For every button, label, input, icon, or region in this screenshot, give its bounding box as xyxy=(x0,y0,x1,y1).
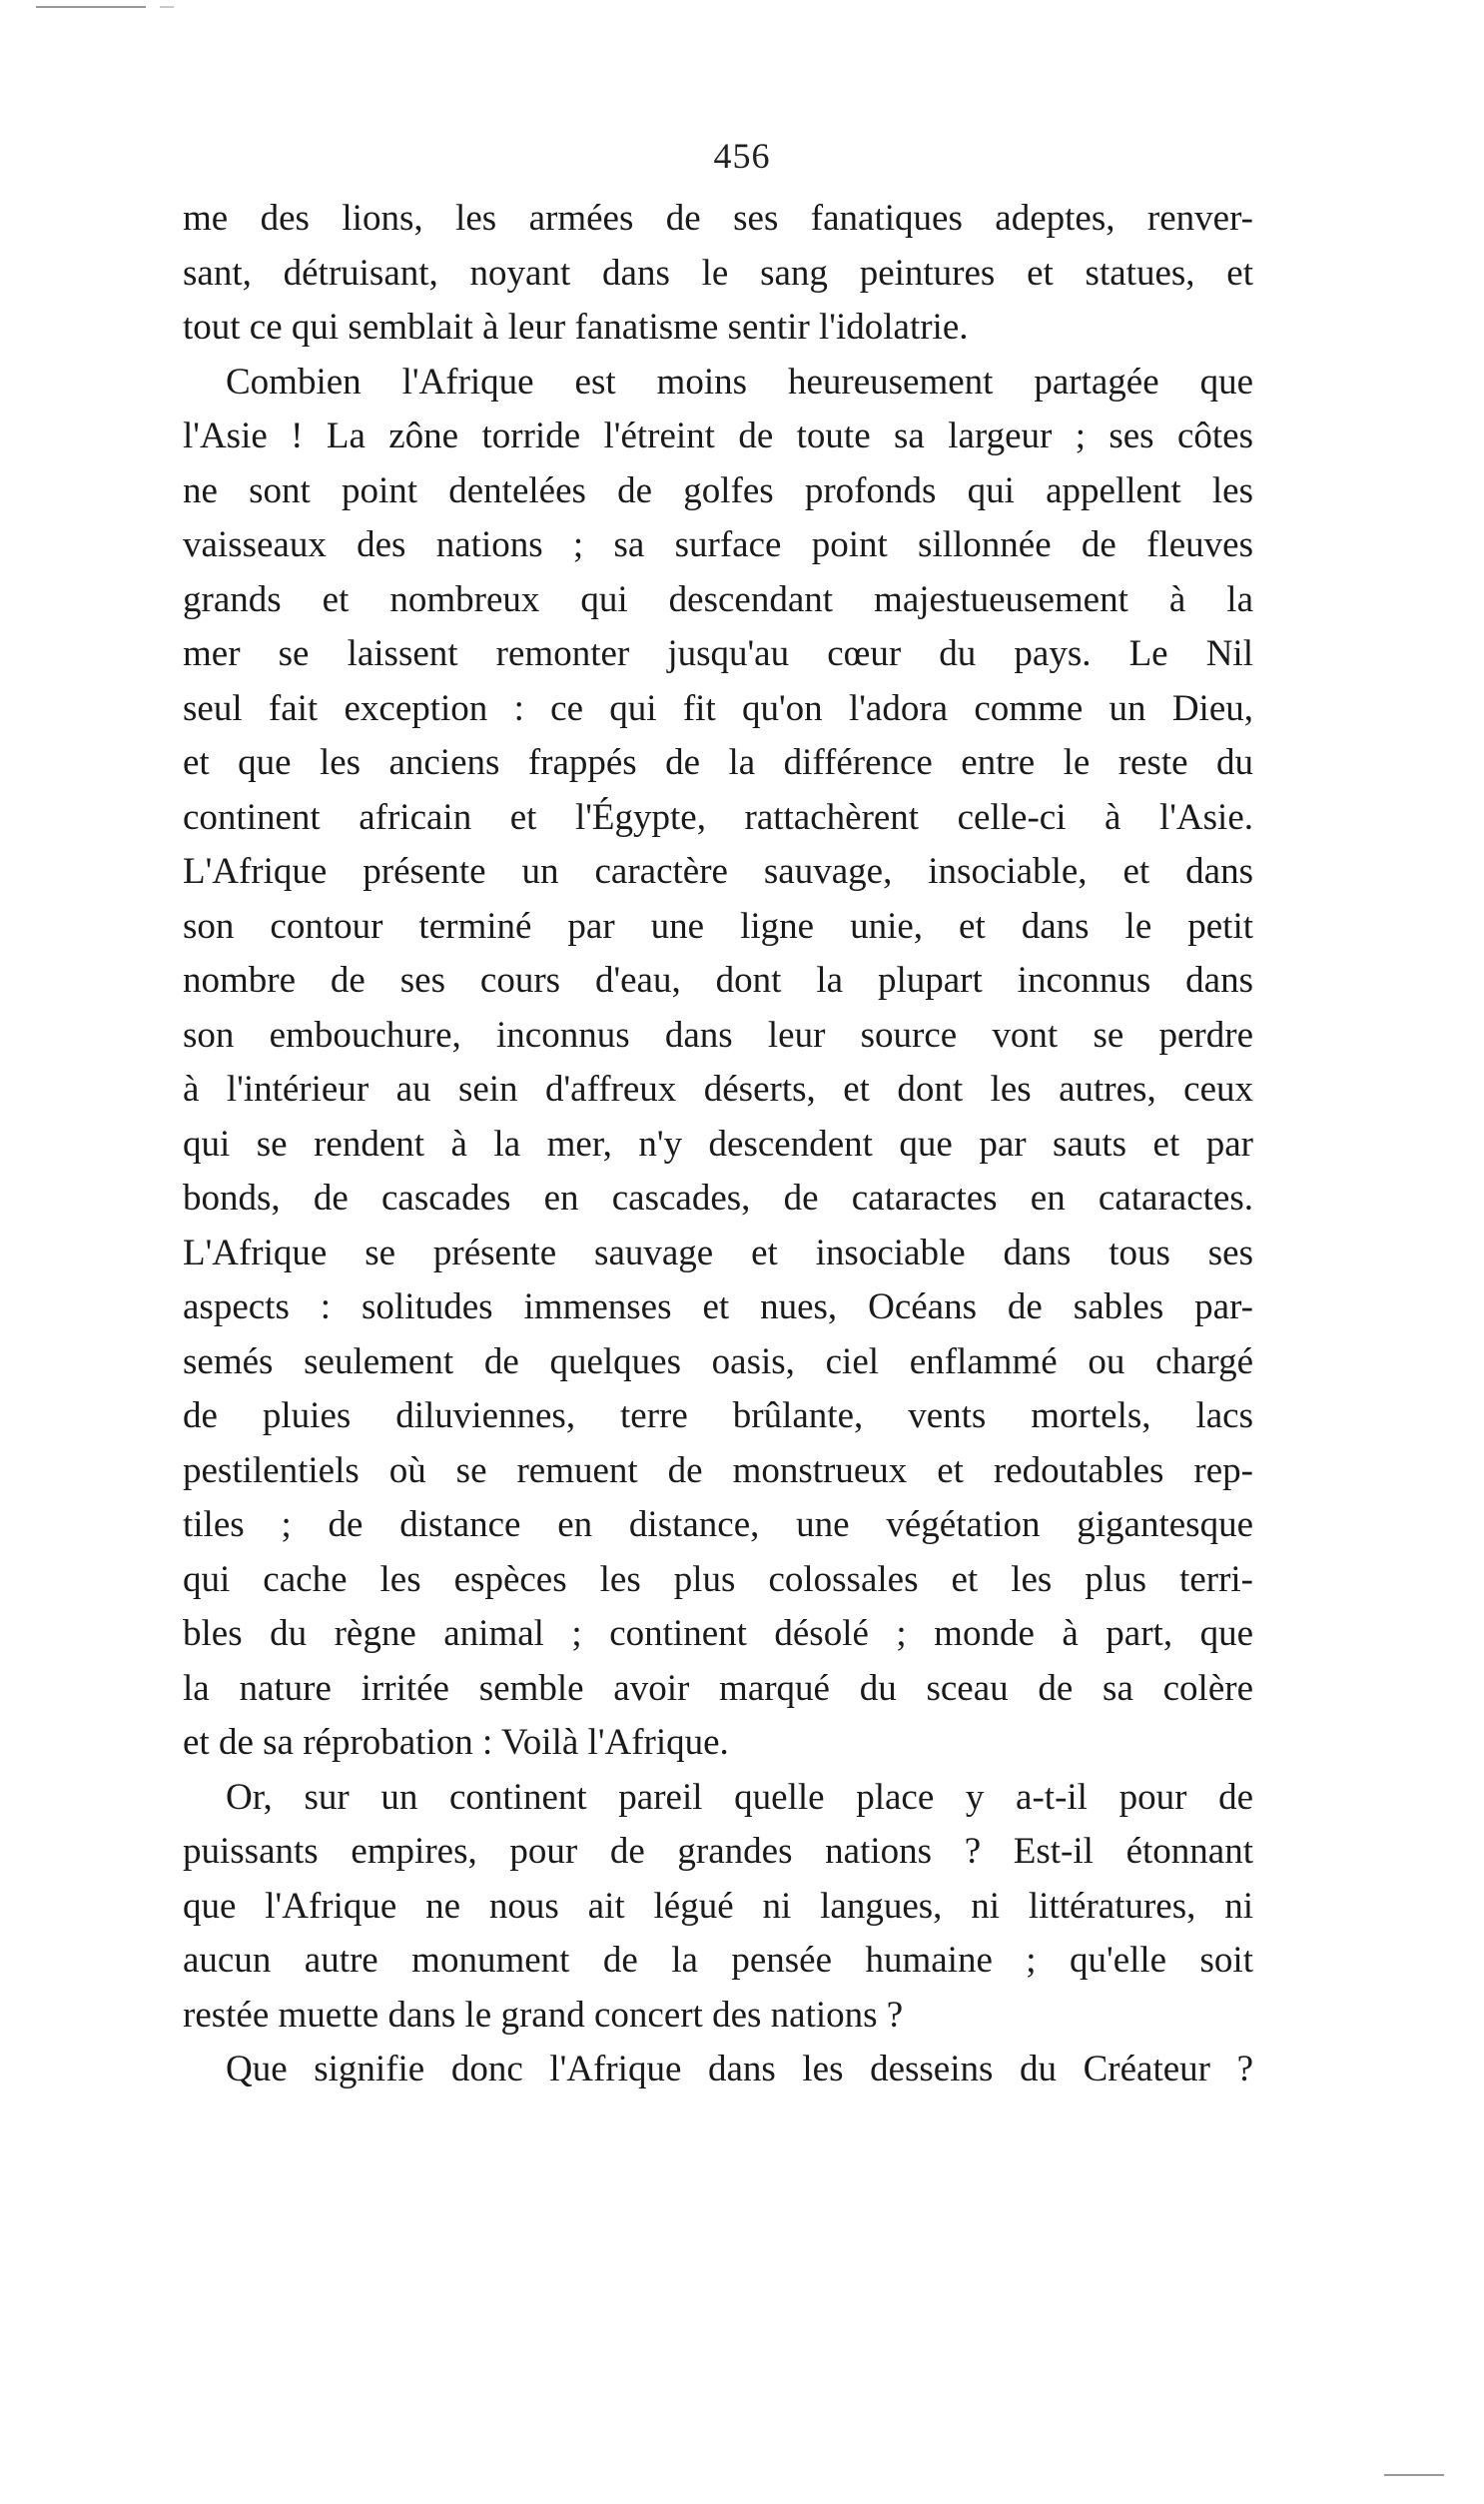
text-line: aspects : solitudes immenses et nues, Océans de sables par- xyxy=(183,1286,1253,1327)
body-text xyxy=(183,192,1253,2097)
text-line: qui cache les espèces les plus colossales et les plus terri- xyxy=(183,1558,1253,1600)
text-line: mer se laissent remonter jusqu'au cœur du pays. Le Nil xyxy=(183,633,1253,674)
text-line: la nature irritée semble avoir marqué du sceau de sa colère xyxy=(183,1667,1253,1709)
text-line: bonds, de cascades en cascades, de cataractes en cataractes. xyxy=(183,1178,1253,1219)
text-line: semés seulement de quelques oasis, ciel enflammé ou chargé xyxy=(183,1340,1253,1382)
text-line: nombre de ses cours d'eau, dont la plupart inconnus dans xyxy=(183,960,1253,1001)
scan-corner-mark xyxy=(1384,2474,1444,2476)
text-line: L'Afrique présente un caractère sauvage, insociable, et dans xyxy=(183,851,1253,892)
scan-edge-mark xyxy=(36,6,146,8)
text-line: me des lions, les armées de ses fanatiques adeptes, renver- xyxy=(183,198,1253,239)
text-line: tiles ; de distance en distance, une végétation gigantesque xyxy=(183,1504,1253,1545)
text-line: L'Afrique se présente sauvage et insociable dans tous ses xyxy=(183,1232,1253,1273)
page-number: 456 xyxy=(713,136,771,176)
text-line: et de sa réprobation : Voilà l'Afrique. xyxy=(183,1722,729,1763)
text-line: continent africain et l'Égypte, rattachèrent celle-ci à l'Asie. xyxy=(183,796,1253,838)
text-line: puissants empires, pour de grandes nations ? Est-il étonnant xyxy=(183,1831,1253,1872)
text-line: à l'intérieur au sein d'affreux déserts, et dont les autres, ceux xyxy=(183,1069,1253,1110)
text-line: aucun autre monument de la pensée humaine ; qu'elle soit xyxy=(183,1940,1253,1981)
text-line: sant, détruisant, noyant dans le sang peintures et statues, et xyxy=(183,252,1253,294)
text-line: tout ce qui semblait à leur fanatisme sentir l'idolatrie. xyxy=(183,307,969,348)
text-line: Que signifie donc l'Afrique dans les desseins du Créateur ? xyxy=(226,2049,1253,2089)
text-line: qui se rendent à la mer, n'y descendent que par sauts et par xyxy=(183,1123,1253,1165)
text-line: vaisseaux des nations ; sa surface point sillonnée de fleuves xyxy=(183,524,1253,565)
text-line: pestilentiels où se remuent de monstrueux et redoutables rep- xyxy=(183,1449,1253,1491)
text-line: Combien l'Afrique est moins heureusement partagée que xyxy=(226,361,1253,403)
text-line: de pluies diluviennes, terre brûlante, vents mortels, lacs xyxy=(183,1395,1253,1436)
text-line: seul fait exception : ce qui fit qu'on l'adora comme un Dieu, xyxy=(183,687,1253,729)
text-line: son contour terminé par une ligne unie, et dans le petit xyxy=(183,905,1253,947)
text-line: son embouchure, inconnus dans leur source vont se perdre xyxy=(183,1014,1253,1056)
text-line: restée muette dans le grand concert des nations ? xyxy=(183,1994,904,2036)
text-line: ne sont point dentelées de golfes profonds qui appellent les xyxy=(183,469,1253,511)
text-line: grands et nombreux qui descendant majestueusement à la xyxy=(183,578,1253,620)
text-line: l'Asie ! La zône torride l'étreint de toute sa largeur ; ses côtes xyxy=(183,416,1253,456)
text-line: et que les anciens frappés de la différence entre le reste du xyxy=(183,742,1253,783)
text-line: que l'Afrique ne nous ait légué ni langues, ni littératures, ni xyxy=(183,1885,1253,1927)
text-line: Or, sur un continent pareil quelle place y a-t-il pour de xyxy=(226,1776,1253,1818)
scan-edge-mark-small xyxy=(160,6,174,8)
text-line: bles du règne animal ; continent désolé ; monde à part, que xyxy=(183,1613,1253,1654)
